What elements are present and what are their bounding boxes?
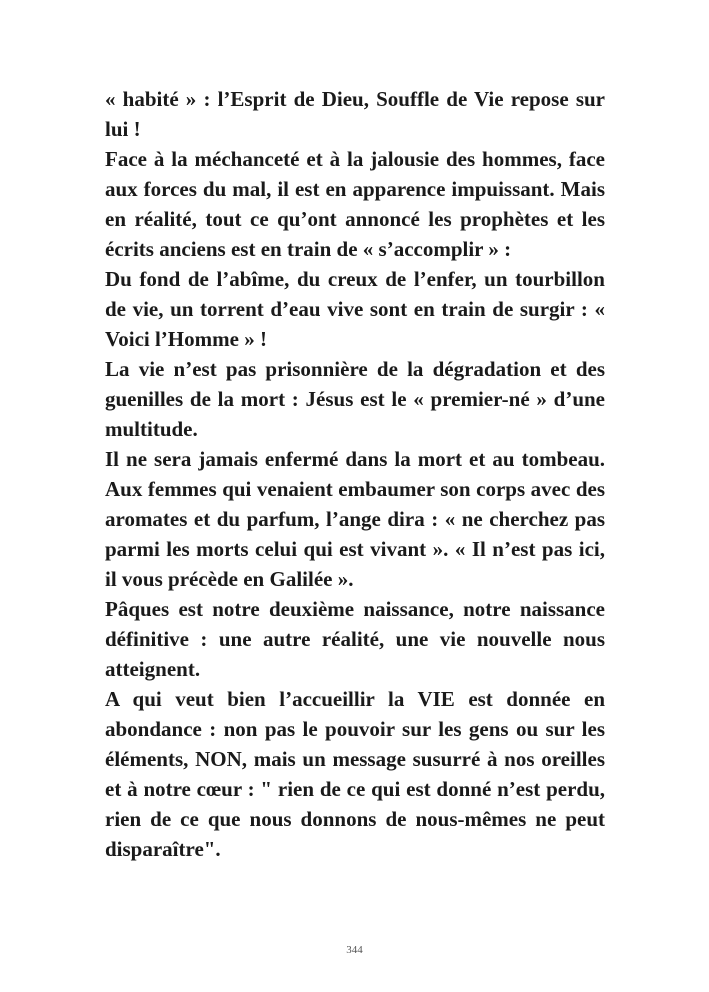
page-number: 344 xyxy=(346,944,363,956)
paragraph: Pâques est notre deuxième naissance, notre naissance définitive : une autre réalité, une vie nouvelle nous atteignent. xyxy=(105,597,605,681)
paragraph: Il ne sera jamais enfermé dans la mort et au tombeau. Aux femmes qui venaient embaumer son corps avec des aromates et du parfum, l’ange dira : « ne cherchez pas parmi les morts celui qui est vivant ». « Il n’est pas ici, il vous précède en Galilée ». xyxy=(105,447,605,591)
page-body xyxy=(105,84,605,864)
paragraph: Du fond de l’abîme, du creux de l’enfer, un tourbillon de vie, un torrent d’eau vive sont en train de surgir : « Voici l’Homme » ! xyxy=(105,267,605,351)
paragraph: « habité » : l’Esprit de Dieu, Souffle de Vie repose sur lui ! xyxy=(105,87,605,141)
paragraph: Face à la méchanceté et à la jalousie des hommes, face aux forces du mal, il est en apparence impuissant. Mais en réalité, tout ce qu’ont annoncé les prophètes et les écrits anciens est en train de « s’accomplir » : xyxy=(105,147,605,261)
paragraph: A qui veut bien l’accueillir la VIE est donnée en abondance : non pas le pouvoir sur les gens ou sur les éléments, NON, mais un message susurré à nos oreilles et à notre cœur : " rien de ce qui est donné n’est perdu, rien de ce que nous donnons de nous-mêmes ne peut disparaître". xyxy=(105,687,605,861)
paragraph: La vie n’est pas prisonnière de la dégradation et des guenilles de la mort : Jésus est le « premier-né » d’une multitude. xyxy=(105,357,605,441)
